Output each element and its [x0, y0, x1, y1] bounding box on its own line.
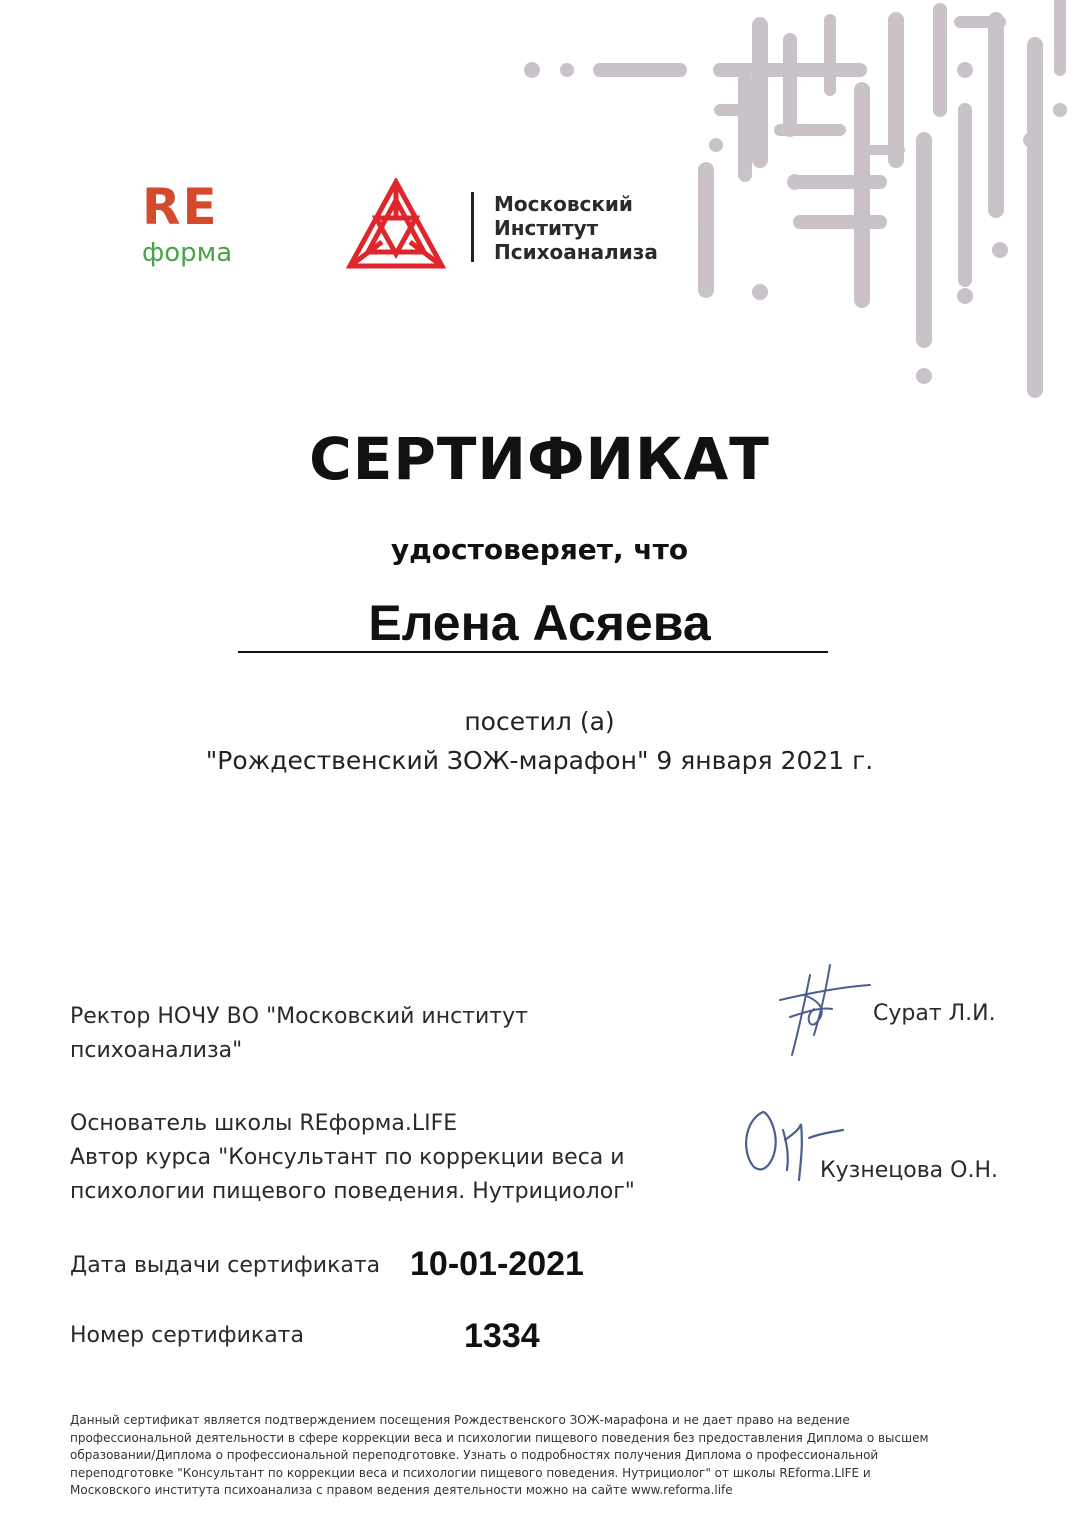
certificate-number-value: 1334: [464, 1317, 540, 1355]
recipient-name: Елена Асяева: [368, 595, 711, 651]
founder-title-line: Основатель школы REформа.LIFE: [70, 1111, 458, 1136]
event-name: "Рождественский ЗОЖ-марафон" 9 января 2021 г.: [205, 746, 874, 775]
disclaimer: [70, 1412, 1045, 1500]
triangle-knot-emblem-icon: [346, 178, 446, 270]
attended-text: посетил (а): [464, 707, 615, 736]
handwritten-signature-icon: [770, 955, 880, 1065]
founder-name: Кузнецова О.Н.: [820, 1158, 998, 1183]
rector-title-line: Ректор НОЧУ ВО "Московский институт: [70, 1004, 528, 1029]
founder-title-line: Автор курса "Консультант по коррекции веса и: [70, 1145, 625, 1170]
certificate-number-label: Номер сертификата: [70, 1323, 304, 1348]
rector-name: Сурат Л.И.: [873, 1001, 996, 1026]
rector-title: [70, 1000, 590, 1068]
institute-name-line: Московский: [494, 192, 633, 216]
rector-title-line: психоанализа": [70, 1038, 243, 1063]
recipient-underline: [238, 651, 828, 653]
disclaimer-line: профессиональной деятельности в сфере коррекции веса и психологии пищевого поведения без предоставления Диплома о высшем: [70, 1430, 929, 1445]
reforma-logo: [138, 178, 263, 278]
disclaimer-line: Данный сертификат является подтверждением посещения Рождественского ЗОЖ-марафона и не дает право на ведение: [70, 1413, 850, 1427]
institute-name-line: Психоанализа: [494, 240, 658, 264]
logo-divider: [471, 192, 474, 262]
issue-date-value: 10-01-2021: [410, 1245, 584, 1283]
institute-name-line: Институт: [494, 216, 599, 240]
certifies-text: удостоверяет, что: [390, 533, 689, 566]
disclaimer-line: Московского института психоанализа с правом ведения деятельности можно на сайте www.reforma.life: [70, 1483, 733, 1497]
disclaimer-line: переподготовке "Консультант по коррекции веса и психологии пищевого поведения. Нутрициолог" от школы REforma.LIFE и: [70, 1465, 871, 1480]
certificate-title: СЕРТИФИКАТ: [309, 425, 770, 493]
reforma-logo-forma: форма: [142, 238, 233, 268]
founder-title-line: психологии пищевого поведения. Нутрициолог": [70, 1179, 635, 1204]
disclaimer-line: образовании/Диплома о профессиональной переподготовке. Узнать о подробностях получения Диплома о профессиональной: [70, 1448, 879, 1462]
institute-name: [494, 192, 658, 264]
issue-date-label: Дата выдачи сертификата: [70, 1253, 381, 1278]
founder-title: [70, 1107, 710, 1209]
reforma-logo-re: RE: [142, 178, 219, 236]
